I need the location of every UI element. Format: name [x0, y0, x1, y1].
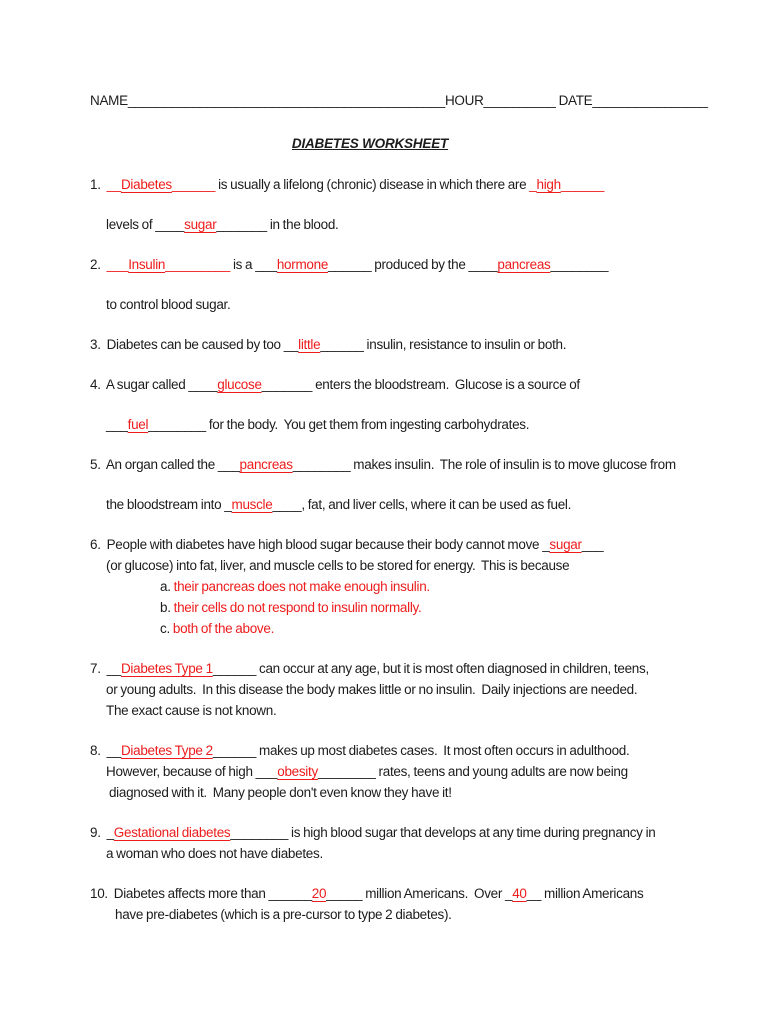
blank-line-before: _: [224, 497, 232, 512]
answer-text: Diabetes Type 1: [120, 661, 213, 676]
question: [90, 174, 770, 235]
worksheet-line: [90, 576, 770, 597]
text-run: to control blood sugar.: [106, 297, 231, 312]
blank-line-after: ______: [212, 743, 257, 758]
name-label: NAME: [90, 93, 128, 108]
text-run: in the blood.: [266, 217, 339, 232]
blank-line-before: ______: [268, 886, 312, 901]
fill-in-blank: [107, 743, 257, 758]
blank-line-before: _: [542, 537, 550, 552]
date-label: DATE: [558, 93, 593, 108]
worksheet-line: [90, 618, 770, 639]
questions: [90, 174, 770, 925]
fill-in-blank: [155, 217, 267, 232]
text-run: Diabetes affects more than: [113, 886, 269, 901]
answer-text: sugar: [549, 537, 582, 552]
answer-text: Diabetes Type 2: [120, 743, 213, 758]
blank-line-after: ______: [212, 661, 257, 676]
worksheet-line: [90, 761, 770, 782]
fill-in-blank: [542, 537, 603, 552]
text-run: the bloodstream into: [106, 497, 225, 512]
worksheet-line: [90, 494, 770, 515]
worksheet-line: [90, 334, 770, 355]
page-title: DIABETES WORKSHEET: [291, 136, 449, 151]
blank-line-before: ____: [155, 217, 185, 232]
blank-line-before: _: [529, 177, 537, 192]
blank-line-before: __: [106, 661, 121, 676]
worksheet-line: [90, 414, 770, 435]
fill-in-blank: [106, 417, 206, 432]
blank-line-after: ____: [272, 497, 302, 512]
answer-text: obesity: [277, 764, 318, 779]
question-number: 6.: [90, 537, 107, 552]
blank-line-after: ______: [320, 337, 364, 352]
answer-text: pancreas: [497, 257, 551, 272]
blank-line-after: ___: [581, 537, 604, 552]
text-run: produced by the: [371, 257, 469, 272]
blank-line-before: _: [106, 825, 114, 840]
text-run: is high blood sugar that develops at any time during pregnancy in: [288, 825, 656, 840]
question-number: 4.: [90, 377, 106, 392]
blank-line-before: ___: [255, 764, 278, 779]
worksheet-line: [90, 700, 770, 721]
text-run: b.: [160, 600, 174, 615]
answer-text: hormone: [276, 257, 329, 272]
text-run: is usually a lifelong (chronic) disease in which there are: [215, 177, 530, 192]
fill-in-blank: [107, 257, 230, 272]
text-run: makes insulin. The role of insulin is to move glucose from: [350, 457, 676, 472]
worksheet-line: [90, 658, 770, 679]
hour-label: HOUR: [444, 93, 484, 108]
answer-text: 20: [311, 886, 327, 901]
fill-in-blank: [107, 661, 257, 676]
blank-line-after: ______: [560, 177, 605, 192]
fill-in-blank: [107, 177, 216, 192]
blank-line-before: ___: [106, 257, 129, 272]
answer-text: both of the above.: [172, 621, 275, 636]
answer-text: little: [298, 337, 321, 352]
blank-line-before: ___: [255, 257, 277, 272]
worksheet-line: [90, 555, 770, 576]
blank-line-after: ________: [230, 825, 289, 840]
text-run: levels of: [106, 217, 156, 232]
text-run: People with diabetes have high blood sugar because their body cannot move: [106, 537, 543, 552]
text-run: for the body. You get them from ingesting carbohydrates.: [205, 417, 530, 432]
answer-text: fuel: [127, 417, 149, 432]
name-blank-line: ____________________________________________: [127, 93, 445, 108]
question-number: 1.: [90, 177, 107, 192]
answer-text: their pancreas does not make enough insulin.: [173, 579, 430, 594]
fill-in-blank: [218, 457, 350, 472]
question: [90, 658, 770, 721]
worksheet-line: [90, 822, 770, 843]
text-run: , fat, and liver cells, where it can be used as fuel.: [301, 497, 572, 512]
text-run: million Americans: [541, 886, 644, 901]
text-run: (or glucose) into fat, liver, and muscle cells to be stored for energy. This is because: [106, 558, 570, 573]
text-run: An organ called the: [105, 457, 218, 472]
worksheet-line: [90, 843, 770, 864]
text-run: enters the bloodstream. Glucose is a source of: [312, 377, 580, 392]
question-number: 7.: [90, 661, 107, 676]
text-run: rates, teens and young adults are now being: [375, 764, 628, 779]
blank-line-before: __: [106, 177, 121, 192]
worksheet-line: [90, 294, 770, 315]
answer-text: their cells do not respond to insulin normally.: [173, 600, 422, 615]
fill-in-blank: [269, 886, 363, 901]
blank-line-before: ___: [217, 457, 240, 472]
answer-text: pancreas: [239, 457, 293, 472]
text-run: insulin, resistance to insulin or both.: [363, 337, 567, 352]
fill-in-blank: [284, 337, 364, 352]
text-run: can occur at any age, but it is most often diagnosed in children, teens,: [256, 661, 649, 676]
text-run: However, because of high: [106, 764, 256, 779]
answer-text: muscle: [231, 497, 273, 512]
blank-line-after: ________: [317, 764, 376, 779]
answer-text: Diabetes: [120, 177, 172, 192]
worksheet-line: [90, 254, 770, 275]
text-run: million Americans. Over: [362, 886, 505, 901]
question-number: 2.: [90, 257, 107, 272]
worksheet-line: [90, 454, 770, 475]
text-run: Diabetes can be caused by too: [106, 337, 284, 352]
worksheet-line: [90, 782, 770, 803]
text-run: The exact cause is not known.: [106, 703, 277, 718]
blank-line-before: _: [505, 886, 513, 901]
question: [90, 374, 770, 435]
answer-text: Insulin: [128, 257, 166, 272]
hour-blank-line: __________: [483, 93, 556, 108]
fill-in-blank: [107, 825, 288, 840]
fill-in-blank: [469, 257, 609, 272]
fill-in-blank: [255, 257, 371, 272]
blank-line-after: _____: [326, 886, 363, 901]
worksheet-line: [90, 374, 770, 395]
blank-line-after: _______: [261, 377, 313, 392]
worksheet-line: [90, 740, 770, 761]
answer-text: 40: [512, 886, 527, 901]
text-run: is a: [230, 257, 256, 272]
text-run: A sugar called: [105, 377, 189, 392]
blank-line-after: ______: [328, 257, 372, 272]
question: [90, 454, 770, 515]
blank-line-after: ________: [148, 417, 206, 432]
question-number: 3.: [90, 337, 107, 352]
question-number: 10.: [90, 886, 114, 901]
date-blank-line: ________________: [592, 93, 708, 108]
fill-in-blank: [505, 886, 541, 901]
answer-text: sugar: [184, 217, 217, 232]
question-number: 9.: [90, 825, 107, 840]
blank-line-before: ____: [468, 257, 498, 272]
fill-in-blank: [529, 177, 604, 192]
text-run: c.: [160, 621, 173, 636]
question: [90, 254, 770, 315]
name-hour-date-header: [90, 90, 770, 111]
blank-line-before: __: [283, 337, 299, 352]
worksheet-line: [90, 883, 770, 904]
blank-line-after: _______: [216, 217, 267, 232]
answer-text: Gestational diabetes: [113, 825, 231, 840]
question: [90, 822, 770, 864]
fill-in-blank: [188, 377, 312, 392]
worksheet-line: [90, 904, 770, 925]
worksheet-line: [90, 174, 770, 195]
blank-line-before: ____: [188, 377, 218, 392]
fill-in-blank: [256, 764, 376, 779]
worksheet-line: [90, 534, 770, 555]
fill-in-blank: [224, 497, 301, 512]
text-run: have pre-diabetes (which is a pre-cursor to type 2 diabetes).: [115, 907, 452, 922]
blank-line-before: ___: [106, 417, 128, 432]
worksheet-line: [90, 214, 770, 235]
blank-line-before: __: [106, 743, 121, 758]
worksheet-line: [90, 597, 770, 618]
text-run: or young adults. In this disease the body makes little or no insulin. Daily injections are needed.: [106, 682, 638, 697]
blank-line-after: ________: [292, 457, 351, 472]
blank-line-after: ________: [550, 257, 609, 272]
question: [90, 740, 770, 803]
answer-text: high: [536, 177, 561, 192]
question: [90, 334, 770, 355]
text-run: diagnosed with it. Many people don't even know they have it!: [106, 785, 452, 800]
blank-line-after: ______: [171, 177, 216, 192]
blank-line-after: __: [526, 886, 542, 901]
question-number: 5.: [90, 457, 106, 472]
text-run: makes up most diabetes cases. It most often occurs in adulthood.: [256, 743, 630, 758]
worksheet-line: [90, 679, 770, 700]
text-run: a woman who does not have diabetes.: [106, 846, 323, 861]
question: [90, 534, 770, 639]
answer-text: glucose: [217, 377, 262, 392]
question: [90, 883, 770, 925]
question-number: 8.: [90, 743, 107, 758]
text-run: a.: [160, 579, 174, 594]
blank-line-after: _________: [165, 257, 230, 272]
